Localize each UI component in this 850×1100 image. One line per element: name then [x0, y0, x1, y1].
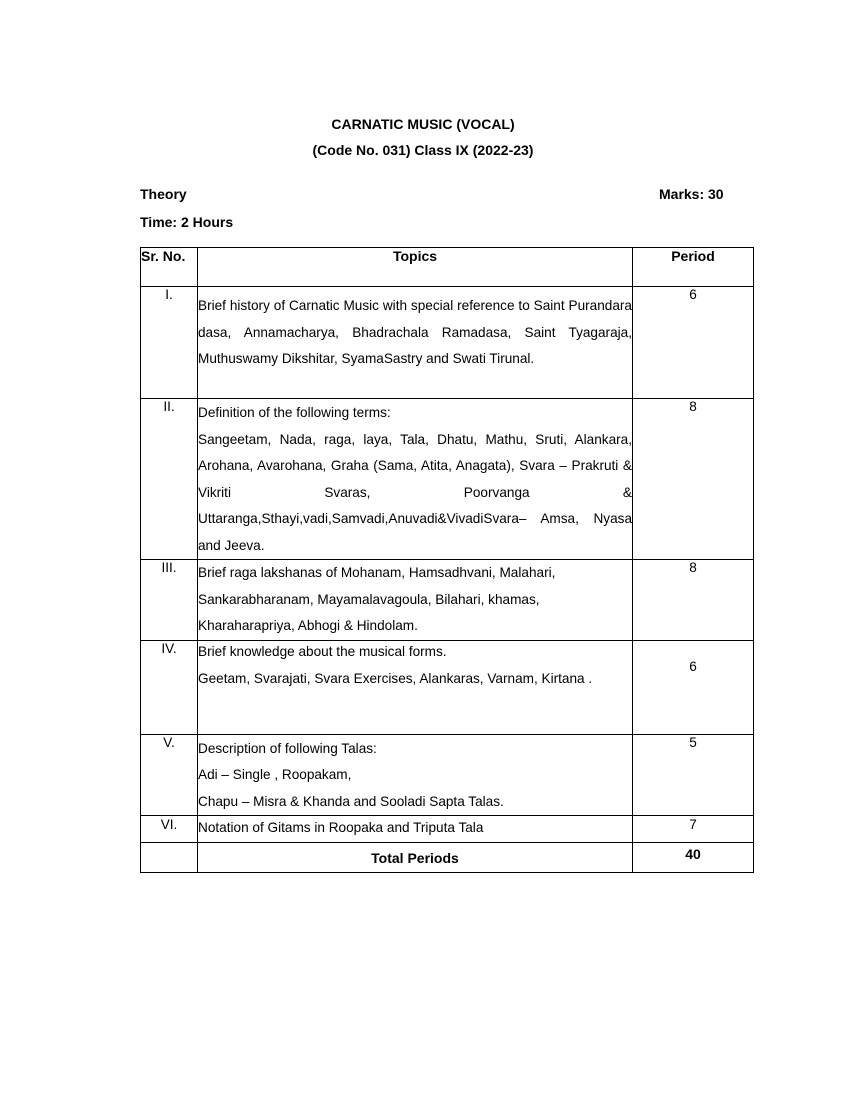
row-sr-no: IV. [141, 640, 198, 734]
topic-text: Adi – Single , Roopakam, [198, 767, 352, 782]
row-topics [198, 287, 633, 399]
row-sr-no: III. [141, 560, 198, 641]
row-period: 5 [633, 734, 754, 816]
row-sr-no: II. [141, 399, 198, 560]
row-period: 6 [633, 640, 754, 734]
topic-text: Definition of the following terms: [198, 405, 391, 420]
row-topics [198, 560, 633, 641]
time-label: Time: 2 Hours [140, 214, 234, 230]
row-topics [198, 640, 633, 734]
table-row [141, 399, 754, 560]
total-periods-label: Total Periods [198, 843, 633, 873]
total-row [141, 843, 754, 873]
row-sr-no: I. [141, 287, 198, 399]
topic-text: Chapu – Misra & Khanda and Sooladi Sapta Talas. [198, 793, 504, 809]
row-topics [198, 816, 633, 843]
topic-text: Notation of Gitams in Roopaka and Triputa Tala [198, 820, 484, 835]
table-row [141, 560, 754, 641]
page-title: CARNATIC MUSIC (VOCAL) [331, 116, 515, 132]
column-header-period: Period [633, 248, 754, 287]
topic-text: Sangeetam, Nada, raga, laya, Tala, Dhatu, Mathu, Sruti, Alankara, Arohana, Avarohana, Graha (Sama, Atita, Anagata), Svara – Prakruti & Vikriti Svaras, Poorvanga & Uttaranga,Sthayi,vadi,Samvadi,Anuvadi&VivadiSvara– Amsa, Nyasa and Jeeva. [198, 431, 632, 553]
table-row [141, 287, 754, 399]
syllabus-table [140, 247, 754, 873]
topic-text: Brief knowledge about the musical forms. [198, 643, 447, 659]
marks-label: Marks: 30 [659, 186, 724, 202]
page-subtitle: (Code No. 031) Class IX (2022-23) [312, 142, 534, 158]
row-period: 6 [633, 287, 754, 399]
topic-text: Brief history of Carnatic Music with special reference to Saint Purandara dasa, Annamacharya, Bhadrachala Ramadasa, Saint Tyagaraja, Muthuswamy Dikshitar, SyamaSastry and Swati Tirunal. [198, 298, 632, 366]
row-period: 7 [633, 816, 754, 843]
row-topics [198, 734, 633, 816]
row-sr-no: VI. [141, 816, 198, 843]
row-sr-no: V. [141, 734, 198, 816]
table-header-row [141, 248, 754, 287]
row-topics [198, 399, 633, 560]
table-row [141, 816, 754, 843]
row-period: 8 [633, 399, 754, 560]
row-period: 8 [633, 560, 754, 641]
theory-label: Theory [140, 186, 187, 202]
topic-text: Brief raga lakshanas of Mohanam, Hamsadhvani, Malahari, Sankarabharanam, Mayamalavagoula, Bilahari, khamas, Kharaharapriya, Abhogi & Hindolam. [198, 565, 556, 633]
total-periods-value: 40 [633, 843, 754, 873]
column-header-topics: Topics [198, 248, 633, 287]
total-row-empty-cell [141, 843, 198, 873]
column-header-sr-no: Sr. No. [141, 248, 198, 287]
table-row [141, 734, 754, 816]
topic-text: Description of following Talas: [198, 740, 377, 756]
table-row [141, 640, 754, 734]
topic-text: Geetam, Svarajati, Svara Exercises, Alankaras, Varnam, Kirtana . [198, 670, 593, 686]
